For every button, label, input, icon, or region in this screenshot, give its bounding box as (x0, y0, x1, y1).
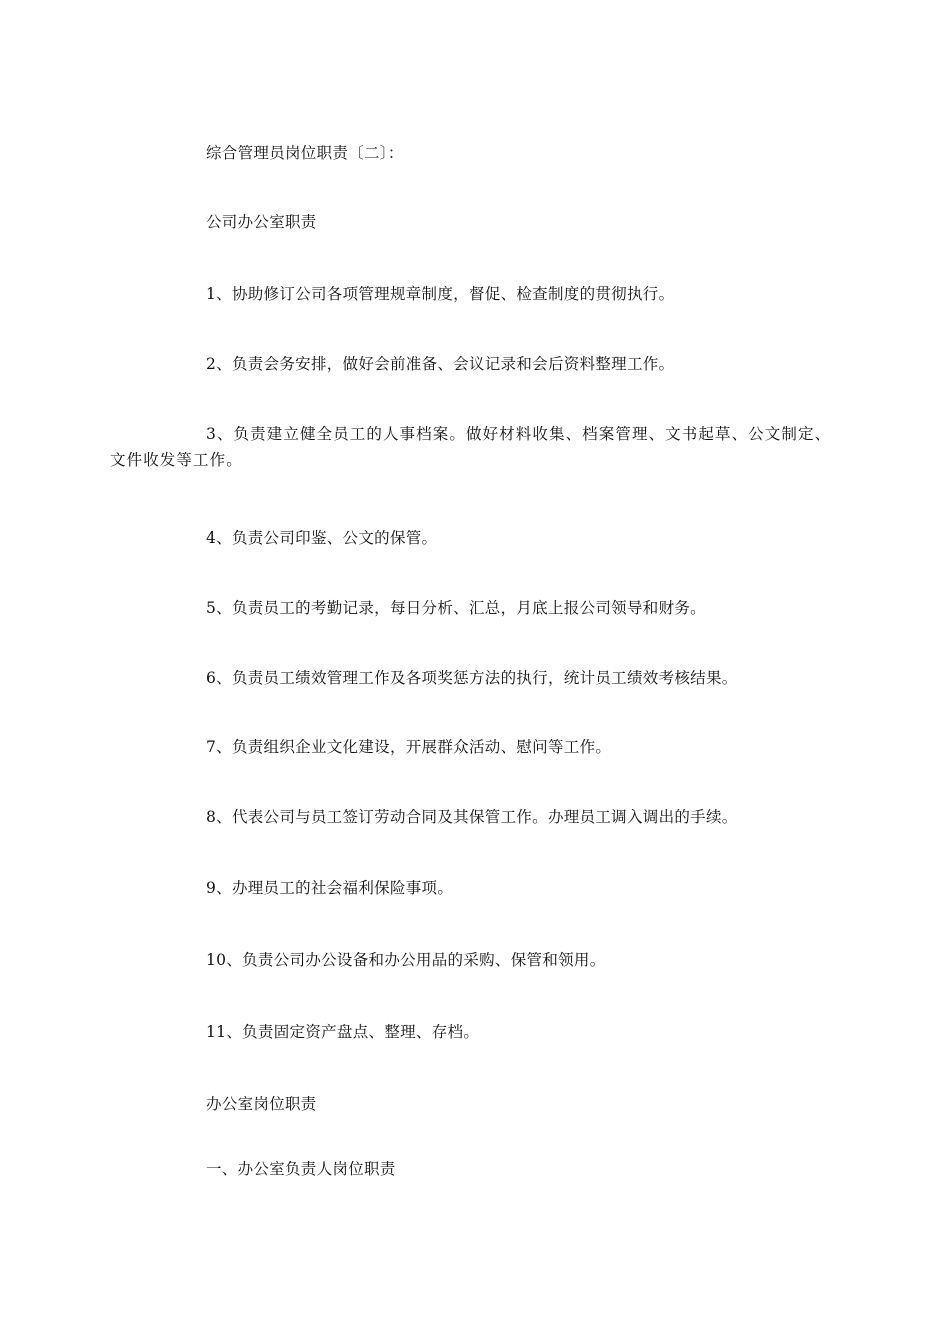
list-item: 7、负责组织企业文化建设，开展群众活动、慰问等工作。 (206, 738, 612, 756)
list-item: 10、负责公司办公设备和办公用品的采购、保管和领用。 (206, 951, 606, 969)
list-item: 4、负责公司印鉴、公文的保管。 (206, 529, 438, 547)
list-item: 9、办理员工的社会福利保险事项。 (206, 879, 454, 897)
list-item: 3、负责建立健全员工的人事档案。做好材料收集、档案管理、文书起草、公文制定、文件收发等工作。 (110, 425, 832, 469)
list-item: 2、负责会务安排，做好会前准备、会议记录和会后资料整理工作。 (206, 355, 675, 373)
list-item: 11、负责固定资产盘点、整理、存档。 (206, 1023, 480, 1041)
section-heading: 公司办公室职责 (206, 213, 317, 231)
list-item: 5、负责员工的考勤记录，每日分析、汇总，月底上报公司领导和财务。 (206, 599, 706, 617)
list-item: 6、负责员工绩效管理工作及各项奖惩方法的执行，统计员工绩效考核结果。 (206, 669, 738, 687)
list-item: 1、协助修订公司各项管理规章制度，督促、检查制度的贯彻执行。 (206, 285, 675, 303)
subsection-heading: 办公室岗位职责 (206, 1095, 317, 1113)
list-item: 8、代表公司与员工签订劳动合同及其保管工作。办理员工调入调出的手续。 (206, 808, 738, 826)
subsection-item: 一、办公室负责人岗位职责 (206, 1160, 396, 1178)
document-title: 综合管理员岗位职责〔二〕： (206, 144, 404, 162)
